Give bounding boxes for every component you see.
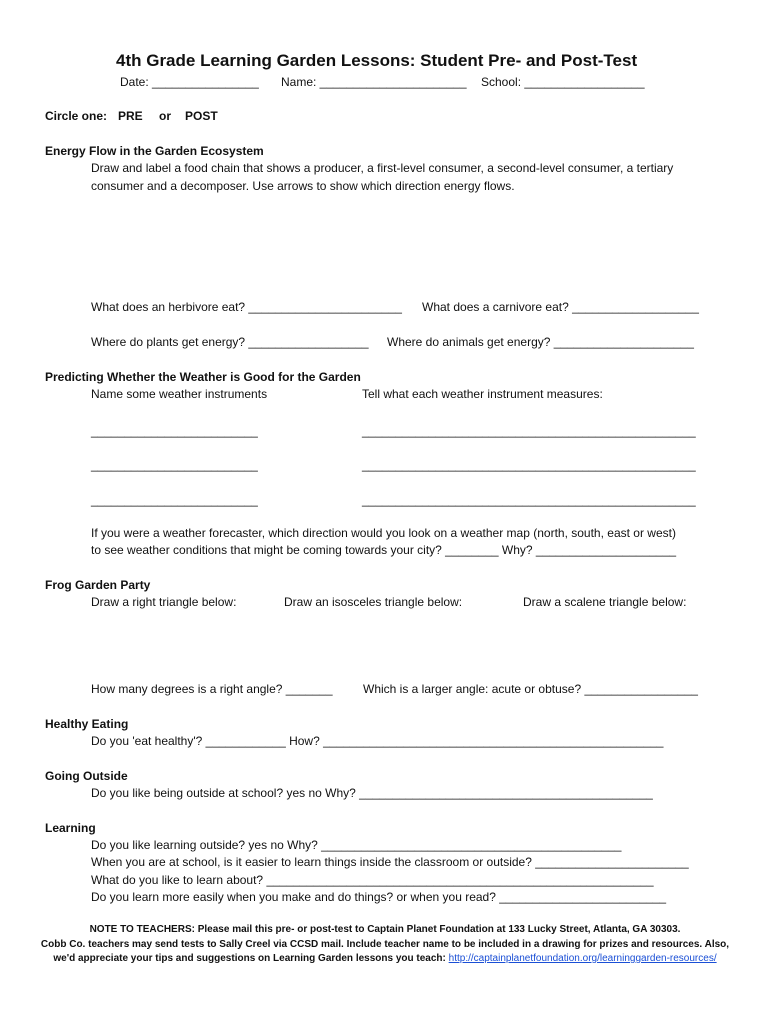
pre-option[interactable]: PRE (118, 109, 143, 123)
name-field[interactable]: Name: ______________________ (281, 75, 467, 89)
weather-col2-label: Tell what each weather instrument measures: (362, 387, 603, 401)
teacher-note-line-3-text: we'd appreciate your tips and suggestions on Learning Garden lessons you teach: (53, 953, 449, 964)
school-field[interactable]: School: __________________ (481, 75, 645, 89)
date-field[interactable]: Date: ________________ (120, 75, 259, 89)
angle-question[interactable]: Which is a larger angle: acute or obtuse? _________________ (363, 682, 698, 696)
post-option[interactable]: POST (185, 109, 218, 123)
energy-instruction-1: Draw and label a food chain that shows a producer, a first-level consumer, a second-level consumer, a tertiary (91, 161, 674, 175)
learning-topics-question[interactable]: What do you like to learn about? __________________________________________________________ (91, 873, 654, 887)
plants-energy-question[interactable]: Where do plants get energy? __________________ (91, 335, 369, 349)
circle-one-label: Circle one: (45, 109, 108, 123)
herbivore-question[interactable]: What does an herbivore eat? _______________________ (91, 300, 402, 314)
right-triangle-prompt: Draw a right triangle below: (91, 595, 237, 609)
teacher-note-line-1: NOTE TO TEACHERS: Please mail this pre- or post-test to Captain Planet Foundation at 133 Lucky Street, Atlanta, GA 30303. (89, 924, 681, 935)
animals-energy-question[interactable]: Where do animals get energy? _____________________ (387, 335, 694, 349)
carnivore-question[interactable]: What does a carnivore eat? ___________________ (422, 300, 699, 314)
learning-heading: Learning (45, 821, 96, 835)
instrument-blank-1[interactable]: _________________________ (91, 424, 258, 438)
energy-instruction-2: consumer and a decomposer. Use arrows to show which direction energy flows. (91, 179, 515, 193)
energy-heading: Energy Flow in the Garden Ecosystem (45, 144, 264, 158)
weather-col1-label: Name some weather instruments (91, 387, 268, 401)
eat-healthy-question[interactable]: Do you 'eat healthy'? ____________ How? ___________________________________________________ (91, 734, 664, 748)
healthy-heading: Healthy Eating (45, 717, 129, 731)
degrees-question[interactable]: How many degrees is a right angle? _______ (91, 682, 333, 696)
learning-style-question[interactable]: Do you learn more easily when you make and do things? or when you read? _________________________ (91, 890, 667, 904)
measure-blank-3[interactable]: __________________________________________________ (362, 493, 696, 507)
learning-where-question[interactable]: When you are at school, is it easier to learn things inside the classroom or outside? _______________________ (91, 855, 689, 869)
weather-heading: Predicting Whether the Weather is Good for the Garden (45, 370, 361, 384)
page-title: 4th Grade Learning Garden Lessons: Student Pre- and Post-Test (116, 51, 638, 70)
learning-outside-question[interactable]: Do you like learning outside? yes no Why? _____________________________________________ (91, 838, 622, 852)
teacher-note-line-3 (0, 952, 770, 965)
outside-question[interactable]: Do you like being outside at school? yes no Why? ____________________________________________ (91, 786, 653, 800)
outside-heading: Going Outside (45, 769, 128, 783)
measure-blank-1[interactable]: __________________________________________________ (362, 424, 696, 438)
instrument-blank-2[interactable]: _________________________ (91, 458, 258, 472)
isosceles-triangle-prompt: Draw an isosceles triangle below: (284, 595, 463, 609)
measure-blank-2[interactable]: __________________________________________________ (362, 458, 696, 472)
forecast-question-2[interactable]: to see weather conditions that might be coming towards your city? ________ Why? _____________________ (91, 543, 677, 557)
forecast-question-1: If you were a weather forecaster, which direction would you look on a weather map (north, south, east or west) (91, 526, 676, 540)
resources-link[interactable]: http://captainplanetfoundation.org/learninggarden-resources/ (448, 953, 717, 964)
scalene-triangle-prompt: Draw a scalene triangle below: (523, 595, 687, 609)
or-text: or (159, 109, 171, 123)
frog-heading: Frog Garden Party (45, 578, 151, 592)
teacher-note-line-2: Cobb Co. teachers may send tests to Sally Creel via CCSD mail. Include teacher name to be included in a drawing for prizes and resources. Also, (40, 939, 730, 950)
instrument-blank-3[interactable]: _________________________ (91, 493, 258, 507)
